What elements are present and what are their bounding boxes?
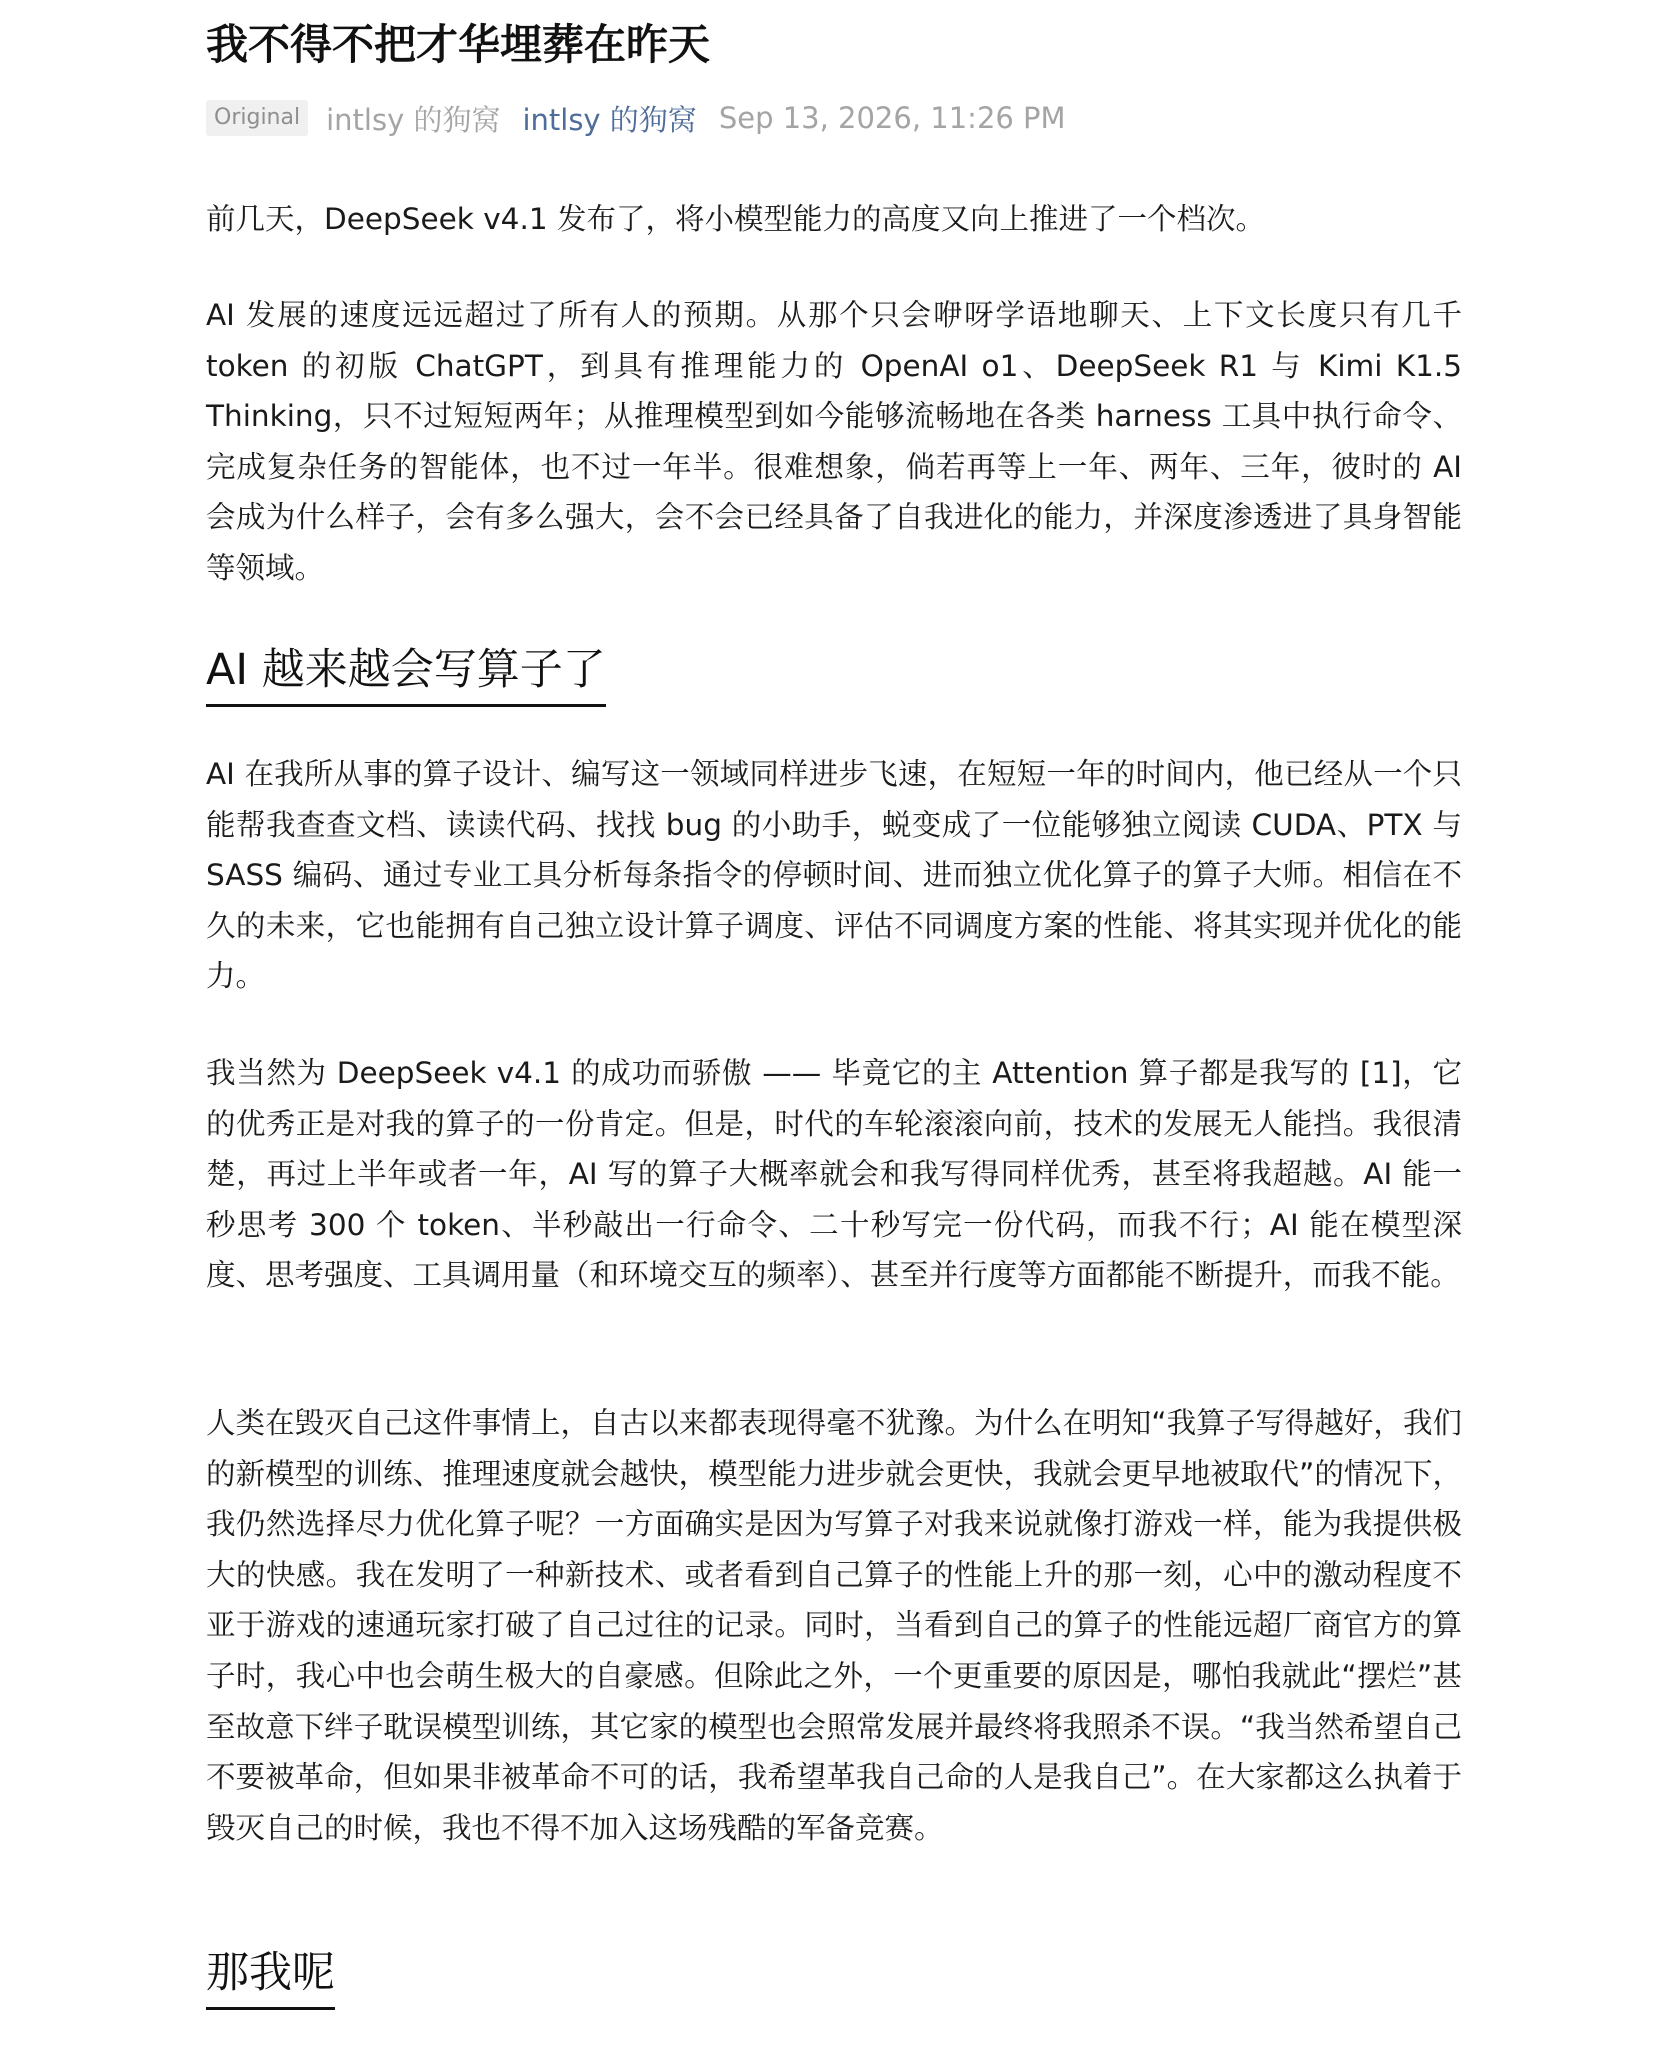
author-name: intlsy 的狗窝	[326, 102, 501, 137]
paragraph: 我当然为 DeepSeek v4.1 的成功而骄傲 —— 毕竟它的主 Attention 算子都是我写的 [1]，它的优秀正是对我的算子的一份肯定。但是，时代的车轮滚滚向前，技术的发展无人能挡。我很清楚，再过上半年或者一年，AI 写的算子大概率就会和我写得同样优秀，甚至将我超越。AI 能一秒思考 300 个 token、半秒敲出一行命令、二十秒写完一份代码，而我不行；AI 能在模型深度、思考强度、工具调用量（和环境交互的频率）、甚至并行度等方面都能不断提升，而我不能。	[206, 1056, 1462, 1293]
paragraph: 人类在毁灭自己这件事情上，自古以来都表现得毫不犹豫。为什么在明知“我算子写得越好，我们的新模型的训练、推理速度就会越快，模型能力进步就会更快，我就会更早地被取代”的情况下，我仍然选择尽力优化算子呢？一方面确实是因为写算子对我来说就像打游戏一样，能为我提供极大的快感。我在发明了一种新技术、或者看到自己算子的性能上升的那一刻，心中的激动程度不亚于游戏的速通玩家打破了自己过往的记录。同时，当看到自己的算子的性能远超厂商官方的算子时，我心中也会萌生极大的自豪感。但除此之外，一个更重要的原因是，哪怕我就此“摆烂”甚至故意下绊子耽误模型训练，其它家的模型也会照常发展并最终将我照杀不误。“我当然希望自己不要被革命，但如果非被革命不可的话，我希望革我自己命的人是我自己”。在大家都这么执着于毁灭自己的时候，我也不得不加入这场残酷的军备竞赛。	[206, 1406, 1462, 1845]
section-heading-text: 那我呢	[206, 1943, 335, 2010]
section-heading	[206, 1943, 335, 2010]
article-title: 我不得不把才华埋葬在昨天	[206, 20, 711, 69]
paragraph: AI 发展的速度远远超过了所有人的预期。从那个只会咿呀学语地聊天、上下文长度只有几千 token 的初版 ChatGPT，到具有推理能力的 OpenAI o1、DeepSeek R1 与 Kimi K1.5 Thinking，只不过短短两年；从推理模型到如今能够流畅地在各类 harness 工具中执行命令、完成复杂任务的智能体，也不过一年半。很难想象，倘若再等上一年、两年、三年，彼时的 AI 会成为什么样子，会有多么强大，会不会已经具备了自我进化的能力，并深度渗透进了具身智能等领域。	[206, 298, 1462, 585]
publish-date: Sep 13, 2026, 11:26 PM	[718, 101, 1066, 135]
section-heading-text: AI 越来越会写算子了	[206, 640, 606, 707]
article-meta	[206, 98, 1066, 138]
account-link[interactable]: intlsy 的狗窝	[522, 102, 697, 137]
paragraph: 前几天，DeepSeek v4.1 发布了，将小模型能力的高度又向上推进了一个档次。	[206, 202, 1265, 236]
paragraph: AI 在我所从事的算子设计、编写这一领域同样进步飞速，在短短一年的时间内，他已经从一个只能帮我查查文档、读读代码、找找 bug 的小助手，蜕变成了一位能够独立阅读 CUDA、PTX 与 SASS 编码、通过专业工具分析每条指令的停顿时间、进而独立优化算子的算子大师。相信在不久的未来，它也能拥有自己独立设计算子调度、评估不同调度方案的性能、将其实现并优化的能力。	[206, 757, 1462, 994]
section-heading	[206, 640, 606, 707]
original-badge: Original	[206, 100, 308, 136]
